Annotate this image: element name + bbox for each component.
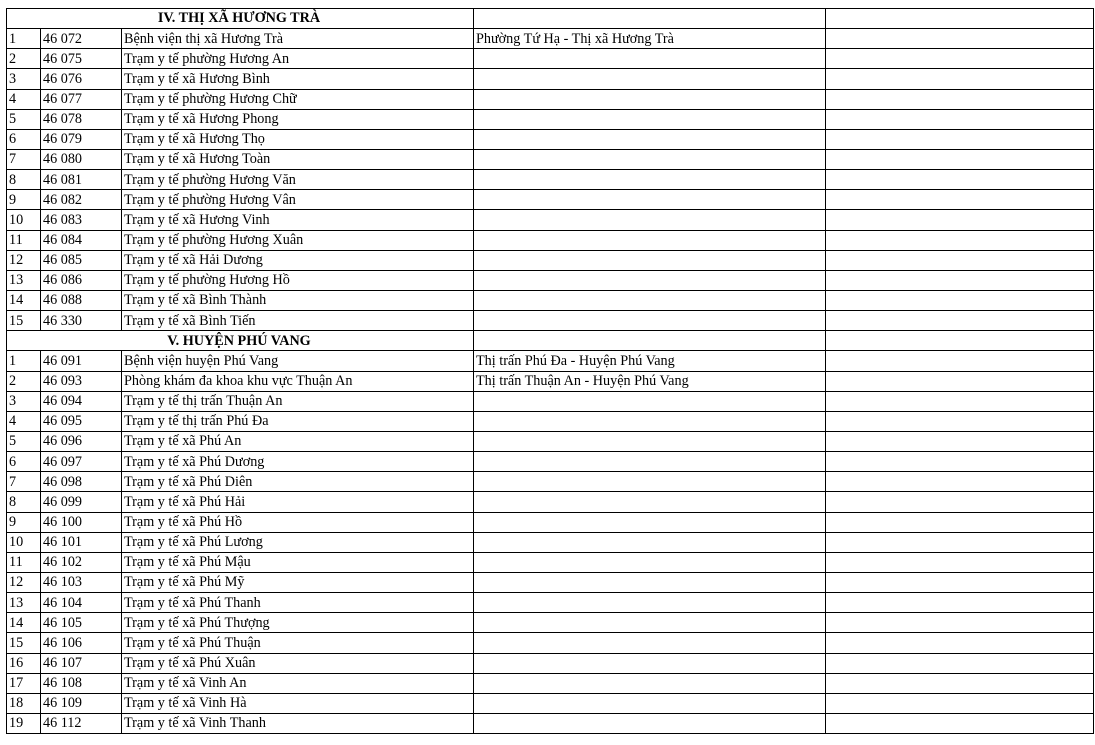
table-row <box>7 29 1094 49</box>
facility-code: 46 077 <box>41 89 122 109</box>
facility-list-body <box>7 9 1094 734</box>
row-number: 4 <box>7 411 41 431</box>
facility-note <box>826 552 1094 572</box>
row-number: 18 <box>7 693 41 713</box>
facility-code: 46 096 <box>41 431 122 451</box>
table-row <box>7 693 1094 713</box>
facility-name: Trạm y tế phường Hương Hồ <box>122 270 474 290</box>
facility-code: 46 112 <box>41 713 122 733</box>
facility-name: Bệnh viện huyện Phú Vang <box>122 351 474 371</box>
facility-note <box>826 190 1094 210</box>
row-number: 1 <box>7 29 41 49</box>
table-row <box>7 129 1094 149</box>
facility-code: 46 091 <box>41 351 122 371</box>
section-header-row <box>7 9 1094 29</box>
facility-code: 46 082 <box>41 190 122 210</box>
facility-code: 46 330 <box>41 311 122 331</box>
facility-note <box>826 129 1094 149</box>
section-address-cell <box>474 331 826 351</box>
table-row <box>7 290 1094 310</box>
facility-code: 46 103 <box>41 572 122 592</box>
facility-name: Trạm y tế xã Hương Bình <box>122 69 474 89</box>
facility-name: Trạm y tế xã Vinh Thanh <box>122 713 474 733</box>
facility-note <box>826 532 1094 552</box>
table-row <box>7 371 1094 391</box>
facility-code: 46 098 <box>41 472 122 492</box>
facility-address: Thị trấn Phú Đa - Huyện Phú Vang <box>474 351 826 371</box>
facility-note <box>826 311 1094 331</box>
facility-name: Trạm y tế xã Phú Dương <box>122 452 474 472</box>
facility-note <box>826 371 1094 391</box>
facility-note <box>826 351 1094 371</box>
row-number: 7 <box>7 472 41 492</box>
table-row <box>7 653 1094 673</box>
section-note-cell <box>826 9 1094 29</box>
row-number: 10 <box>7 210 41 230</box>
row-number: 14 <box>7 613 41 633</box>
row-number: 16 <box>7 653 41 673</box>
facility-name: Trạm y tế thị trấn Thuận An <box>122 391 474 411</box>
facility-name: Bệnh viện thị xã Hương Trà <box>122 29 474 49</box>
facility-note <box>826 89 1094 109</box>
table-row <box>7 532 1094 552</box>
row-number: 13 <box>7 270 41 290</box>
table-row <box>7 89 1094 109</box>
table-row <box>7 512 1094 532</box>
facility-code: 46 085 <box>41 250 122 270</box>
facility-note <box>826 69 1094 89</box>
facility-code: 46 109 <box>41 693 122 713</box>
facility-note <box>826 109 1094 129</box>
table-row <box>7 190 1094 210</box>
facility-note <box>826 572 1094 592</box>
facility-code: 46 078 <box>41 109 122 129</box>
facility-code: 46 094 <box>41 391 122 411</box>
facility-note <box>826 673 1094 693</box>
facility-note <box>826 230 1094 250</box>
facility-name: Trạm y tế xã Bình Tiến <box>122 311 474 331</box>
facility-name: Trạm y tế xã Phú Thượng <box>122 613 474 633</box>
row-number: 5 <box>7 109 41 129</box>
facility-name: Trạm y tế phường Hương Vân <box>122 190 474 210</box>
facility-name: Trạm y tế xã Hải Dương <box>122 250 474 270</box>
row-number: 3 <box>7 69 41 89</box>
row-number: 17 <box>7 673 41 693</box>
row-number: 11 <box>7 230 41 250</box>
facility-address <box>474 613 826 633</box>
section-title: V. HUYỆN PHÚ VANG <box>7 331 474 351</box>
facility-code: 46 088 <box>41 290 122 310</box>
facility-name: Trạm y tế xã Vinh An <box>122 673 474 693</box>
facility-note <box>826 492 1094 512</box>
row-number: 8 <box>7 492 41 512</box>
facility-address <box>474 673 826 693</box>
facility-name: Trạm y tế xã Phú Hải <box>122 492 474 512</box>
table-row <box>7 270 1094 290</box>
facility-code: 46 084 <box>41 230 122 250</box>
facility-address <box>474 170 826 190</box>
facility-address <box>474 109 826 129</box>
facility-note <box>826 653 1094 673</box>
facility-address <box>474 270 826 290</box>
row-number: 7 <box>7 149 41 169</box>
table-row <box>7 391 1094 411</box>
facility-note <box>826 149 1094 169</box>
facility-address <box>474 411 826 431</box>
facility-address <box>474 89 826 109</box>
facility-name: Trạm y tế xã Phú Mậu <box>122 552 474 572</box>
table-row <box>7 431 1094 451</box>
row-number: 2 <box>7 371 41 391</box>
facility-address <box>474 190 826 210</box>
facility-note <box>826 210 1094 230</box>
facility-name: Trạm y tế xã Hương Phong <box>122 109 474 129</box>
table-row <box>7 593 1094 613</box>
facility-code: 46 102 <box>41 552 122 572</box>
facility-note <box>826 250 1094 270</box>
facility-name: Trạm y tế thị trấn Phú Đa <box>122 411 474 431</box>
facility-address <box>474 693 826 713</box>
facility-name: Trạm y tế xã Phú Diên <box>122 472 474 492</box>
facility-name: Trạm y tế phường Hương Văn <box>122 170 474 190</box>
facility-address <box>474 250 826 270</box>
facility-code: 46 104 <box>41 593 122 613</box>
facility-address <box>474 290 826 310</box>
row-number: 11 <box>7 552 41 572</box>
facility-name: Trạm y tế xã Hương Thọ <box>122 129 474 149</box>
facility-address <box>474 311 826 331</box>
facility-address <box>474 472 826 492</box>
facility-note <box>826 452 1094 472</box>
facility-note <box>826 170 1094 190</box>
facility-address <box>474 512 826 532</box>
table-row <box>7 713 1094 733</box>
table-row <box>7 552 1094 572</box>
table-row <box>7 633 1094 653</box>
section-address-cell <box>474 9 826 29</box>
facility-code: 46 108 <box>41 673 122 693</box>
facility-code: 46 086 <box>41 270 122 290</box>
facility-name: Trạm y tế xã Phú An <box>122 431 474 451</box>
facility-note <box>826 593 1094 613</box>
table-row <box>7 210 1094 230</box>
facility-note <box>826 613 1094 633</box>
facility-address <box>474 49 826 69</box>
facility-name: Trạm y tế xã Phú Mỹ <box>122 572 474 592</box>
row-number: 6 <box>7 129 41 149</box>
facility-code: 46 100 <box>41 512 122 532</box>
facility-note <box>826 49 1094 69</box>
table-row <box>7 492 1094 512</box>
facility-address <box>474 452 826 472</box>
facility-note <box>826 411 1094 431</box>
facility-address <box>474 552 826 572</box>
facility-code: 46 076 <box>41 69 122 89</box>
table-row <box>7 230 1094 250</box>
facility-address <box>474 210 826 230</box>
facility-code: 46 079 <box>41 129 122 149</box>
row-number: 9 <box>7 512 41 532</box>
facility-list-table <box>6 8 1094 734</box>
facility-name: Trạm y tế phường Hương An <box>122 49 474 69</box>
table-row <box>7 250 1094 270</box>
row-number: 5 <box>7 431 41 451</box>
facility-address <box>474 492 826 512</box>
facility-name: Trạm y tế phường Hương Xuân <box>122 230 474 250</box>
row-number: 8 <box>7 170 41 190</box>
facility-address <box>474 633 826 653</box>
facility-note <box>826 713 1094 733</box>
facility-name: Trạm y tế xã Phú Xuân <box>122 653 474 673</box>
facility-address: Thị trấn Thuận An - Huyện Phú Vang <box>474 371 826 391</box>
facility-address <box>474 713 826 733</box>
facility-address <box>474 69 826 89</box>
facility-code: 46 075 <box>41 49 122 69</box>
row-number: 19 <box>7 713 41 733</box>
row-number: 15 <box>7 311 41 331</box>
facility-address <box>474 593 826 613</box>
row-number: 12 <box>7 572 41 592</box>
facility-name: Trạm y tế xã Vinh Hà <box>122 693 474 713</box>
row-number: 4 <box>7 89 41 109</box>
table-row <box>7 49 1094 69</box>
facility-note <box>826 431 1094 451</box>
table-row <box>7 411 1094 431</box>
facility-name: Trạm y tế phường Hương Chữ <box>122 89 474 109</box>
facility-name: Trạm y tế xã Phú Lương <box>122 532 474 552</box>
table-row <box>7 311 1094 331</box>
row-number: 10 <box>7 532 41 552</box>
row-number: 6 <box>7 452 41 472</box>
table-row <box>7 673 1094 693</box>
facility-address <box>474 653 826 673</box>
table-row <box>7 351 1094 371</box>
facility-name: Phòng khám đa khoa khu vực Thuận An <box>122 371 474 391</box>
facility-code: 46 081 <box>41 170 122 190</box>
facility-note <box>826 693 1094 713</box>
facility-address <box>474 532 826 552</box>
facility-code: 46 080 <box>41 149 122 169</box>
facility-code: 46 106 <box>41 633 122 653</box>
facility-address <box>474 391 826 411</box>
facility-code: 46 072 <box>41 29 122 49</box>
facility-address <box>474 431 826 451</box>
table-row <box>7 109 1094 129</box>
row-number: 13 <box>7 593 41 613</box>
facility-code: 46 083 <box>41 210 122 230</box>
facility-name: Trạm y tế xã Bình Thành <box>122 290 474 310</box>
row-number: 14 <box>7 290 41 310</box>
row-number: 2 <box>7 49 41 69</box>
facility-name: Trạm y tế xã Phú Hồ <box>122 512 474 532</box>
facility-code: 46 101 <box>41 532 122 552</box>
facility-name: Trạm y tế xã Hương Toàn <box>122 149 474 169</box>
section-note-cell <box>826 331 1094 351</box>
facility-address: Phường Tứ Hạ - Thị xã Hương Trà <box>474 29 826 49</box>
section-title: IV. THỊ XÃ HƯƠNG TRÀ <box>7 9 474 29</box>
facility-name: Trạm y tế xã Phú Thanh <box>122 593 474 613</box>
table-row <box>7 472 1094 492</box>
table-row <box>7 452 1094 472</box>
facility-code: 46 095 <box>41 411 122 431</box>
table-row <box>7 69 1094 89</box>
facility-code: 46 093 <box>41 371 122 391</box>
facility-note <box>826 29 1094 49</box>
section-header-row <box>7 331 1094 351</box>
facility-code: 46 105 <box>41 613 122 633</box>
row-number: 12 <box>7 250 41 270</box>
facility-address <box>474 230 826 250</box>
table-row <box>7 613 1094 633</box>
facility-name: Trạm y tế xã Phú Thuận <box>122 633 474 653</box>
table-row <box>7 149 1094 169</box>
facility-note <box>826 512 1094 532</box>
facility-code: 46 107 <box>41 653 122 673</box>
facility-address <box>474 149 826 169</box>
row-number: 3 <box>7 391 41 411</box>
row-number: 15 <box>7 633 41 653</box>
facility-code: 46 097 <box>41 452 122 472</box>
facility-note <box>826 391 1094 411</box>
facility-address <box>474 129 826 149</box>
facility-address <box>474 572 826 592</box>
facility-note <box>826 633 1094 653</box>
row-number: 1 <box>7 351 41 371</box>
facility-name: Trạm y tế xã Hương Vinh <box>122 210 474 230</box>
facility-note <box>826 290 1094 310</box>
facility-note <box>826 472 1094 492</box>
facility-note <box>826 270 1094 290</box>
row-number: 9 <box>7 190 41 210</box>
facility-code: 46 099 <box>41 492 122 512</box>
table-row <box>7 572 1094 592</box>
table-row <box>7 170 1094 190</box>
